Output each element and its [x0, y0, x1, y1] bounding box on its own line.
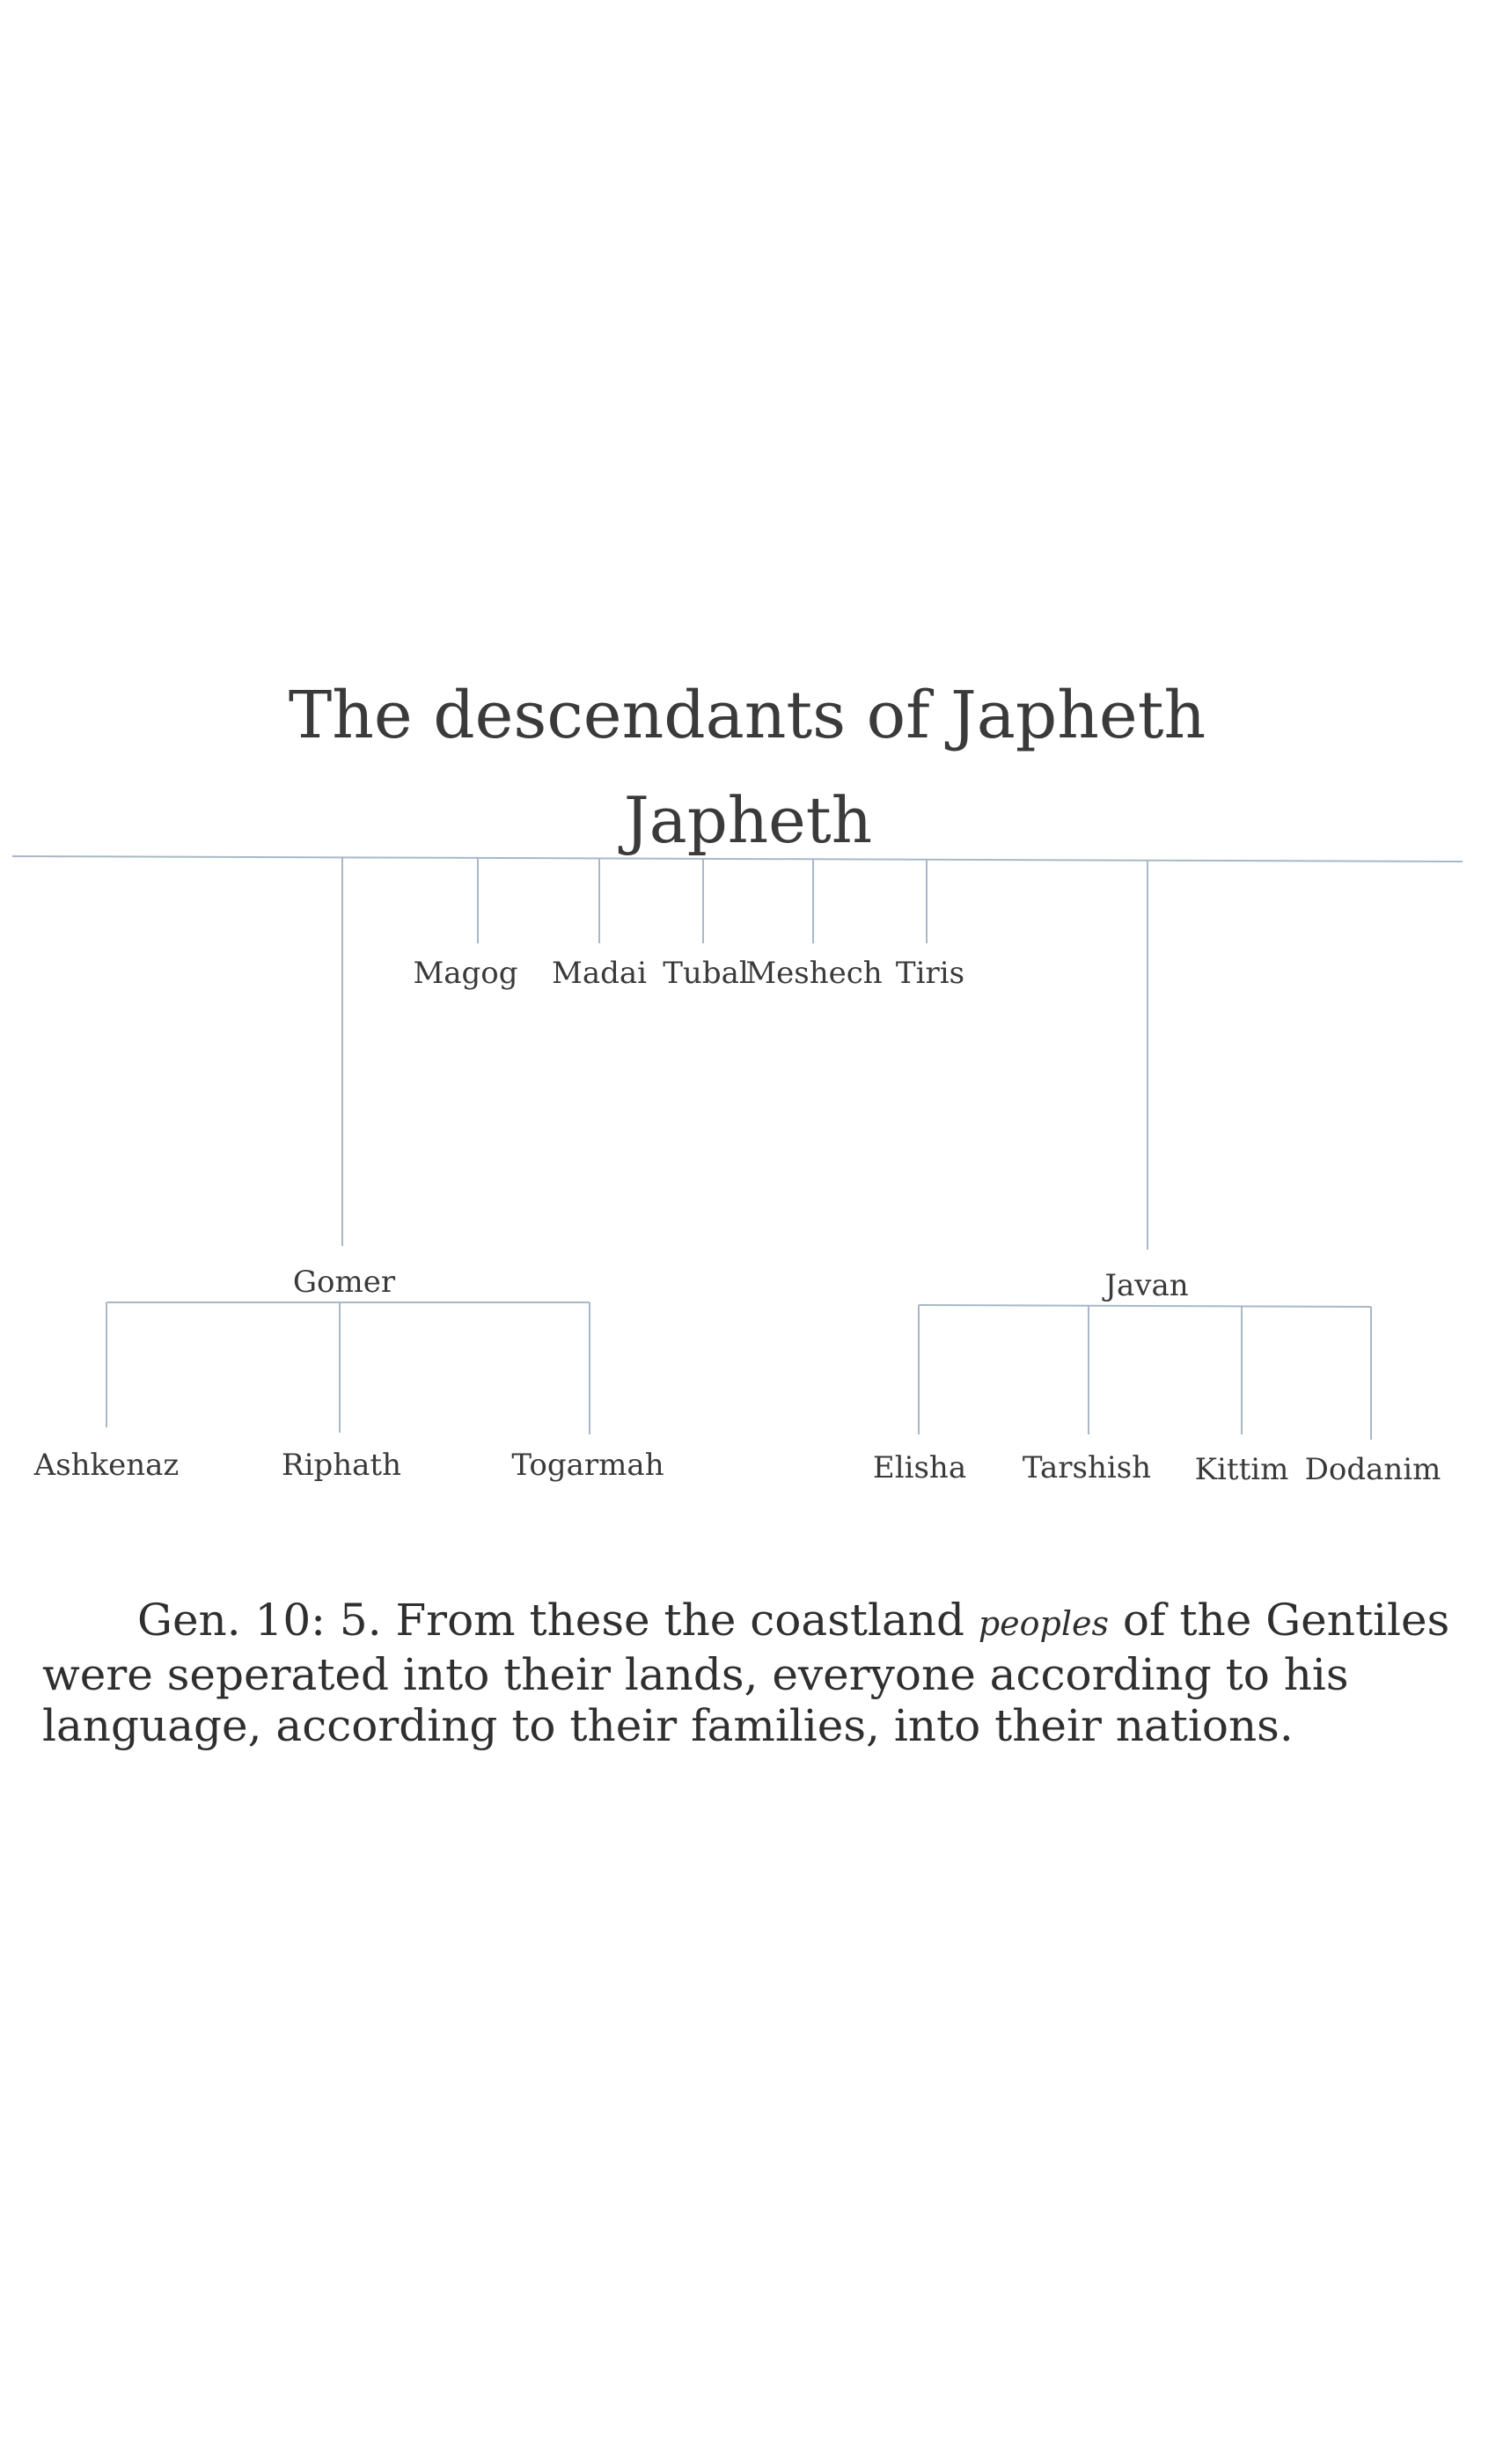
son-node-meshech: Meshech	[745, 956, 883, 991]
grandson-node-togarmah: Togarmah	[511, 1448, 664, 1483]
son-node-gomer: Gomer	[292, 1265, 396, 1300]
grandson-node-riphath: Riphath	[282, 1448, 401, 1483]
son-node-magog: Magog	[413, 956, 518, 991]
verse-text-end: of the Gentiles were seperated into their lands, everyone according to his language, according to their families, into their nations.	[42, 1595, 1450, 1751]
scripture-verse	[42, 1595, 1459, 1751]
son-node-tiris: Tiris	[895, 956, 965, 991]
grandson-node-dodanim: Dodanim	[1304, 1452, 1441, 1487]
japheth-horizontal-line	[12, 856, 1463, 862]
root-node-japheth: Japheth	[623, 783, 873, 857]
son-node-javan: Javan	[1104, 1268, 1189, 1303]
verse-text-start: Gen. 10: 5. From these the coastland	[137, 1595, 979, 1646]
verse-emphasis: peoples	[978, 1604, 1110, 1643]
grandson-node-tarshish: Tarshish	[1022, 1450, 1152, 1485]
grandson-node-ashkenaz: Ashkenaz	[33, 1448, 180, 1483]
grandson-node-elisha: Elisha	[872, 1450, 967, 1485]
grandson-node-kittim: Kittim	[1194, 1452, 1289, 1487]
son-node-tubal: Tubal	[663, 956, 749, 991]
son-node-madai: Madai	[552, 956, 647, 991]
javan-horizontal-line	[919, 1305, 1371, 1307]
page-title: The descendants of Japheth	[288, 678, 1206, 753]
